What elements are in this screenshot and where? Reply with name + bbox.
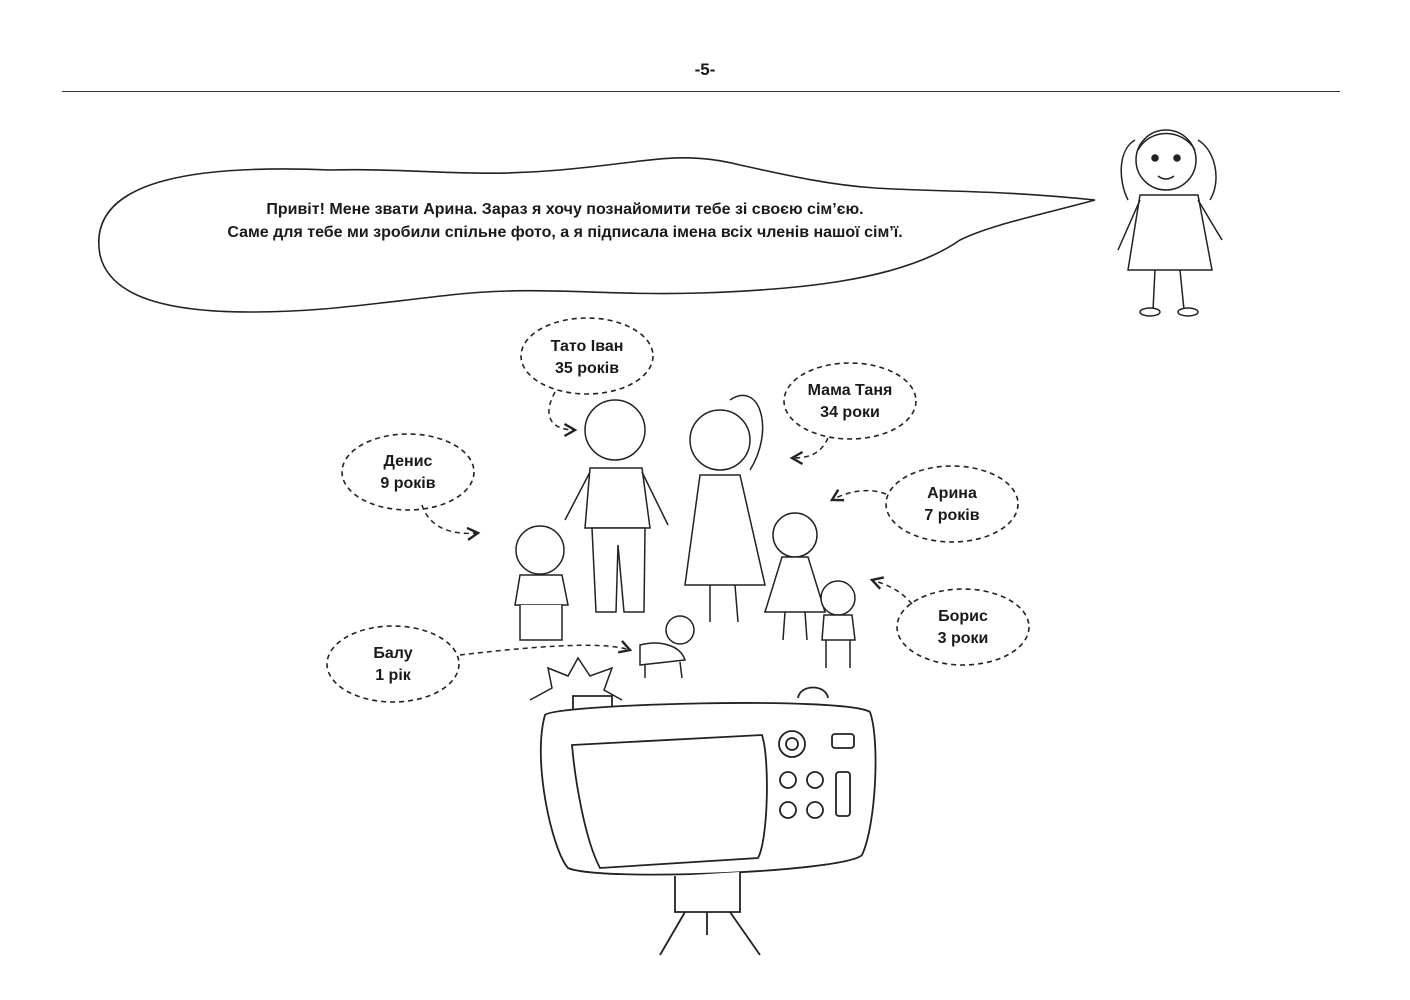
- label-aryna: [886, 483, 1018, 527]
- label-borys-name: Борис: [938, 608, 988, 625]
- label-aryna-age: 7 років: [924, 507, 980, 524]
- label-balu-age: 1 рік: [375, 667, 411, 684]
- label-dad-age: 35 років: [554, 360, 620, 377]
- arrow-dad: [549, 392, 575, 430]
- label-denys-age: 9 років: [380, 475, 436, 492]
- label-borys-age: 3 роки: [937, 630, 989, 647]
- arrow-balu: [460, 645, 630, 655]
- label-balu: [327, 643, 459, 687]
- label-aryna-name: Арина: [927, 485, 977, 502]
- label-borys: [897, 606, 1029, 650]
- label-denys: [342, 451, 474, 495]
- label-mom-name: Мама Таня: [807, 382, 893, 399]
- intro-line-1: Привіт! Мене звати Арина. Зараз я хочу познайомити тебе зі своєю сім’єю.: [266, 201, 864, 218]
- intro-line-2: Саме для тебе ми зробили спільне фото, а я підписала імена всіх членів нашої сім’ї.: [227, 224, 903, 241]
- arrow-denys: [422, 505, 478, 533]
- family-illustration: [515, 395, 855, 678]
- label-mom-age: 34 роки: [820, 404, 880, 421]
- label-mom: [784, 380, 916, 424]
- arina-girl-illustration: [1118, 130, 1222, 316]
- arrow-borys: [872, 580, 912, 604]
- page-number: -5-: [694, 60, 716, 79]
- label-dad-name: Тато Іван: [550, 338, 624, 355]
- label-balu-name: Балу: [373, 645, 413, 662]
- arrow-aryna: [832, 491, 886, 500]
- intro-text: [140, 198, 990, 244]
- label-denys-name: Денис: [383, 453, 433, 470]
- label-dad: [521, 336, 653, 380]
- camera-illustration: [541, 688, 876, 956]
- arrow-mom: [792, 438, 828, 458]
- camera-flash: [530, 658, 622, 700]
